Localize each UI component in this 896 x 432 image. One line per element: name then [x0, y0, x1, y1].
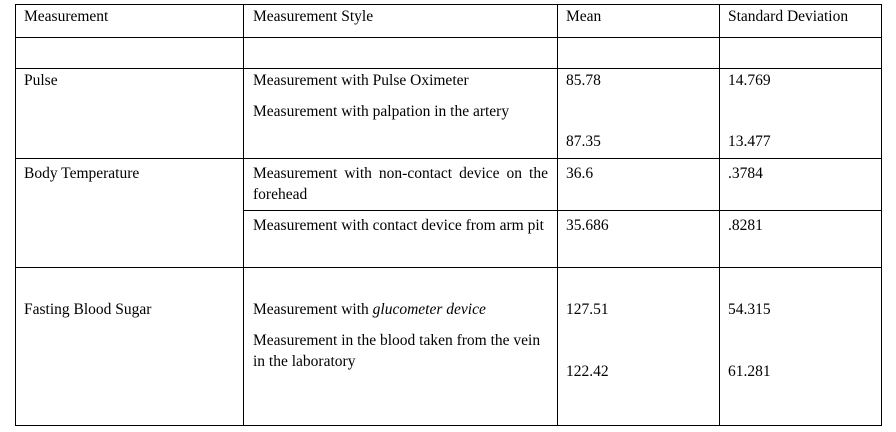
- temperature-sd-armpit: .8281: [728, 217, 763, 234]
- header-standard-deviation: Standard Deviation: [728, 8, 849, 25]
- table-rule: [557, 4, 558, 426]
- table-rule: [719, 4, 720, 426]
- table-rule: [15, 4, 882, 5]
- header-measurement: Measurement: [24, 8, 109, 25]
- pulse-measurement: Pulse: [24, 72, 58, 89]
- pulse-sd-oximeter: 14.769: [728, 72, 771, 89]
- table-rule: [243, 4, 244, 426]
- table-rule: [881, 4, 882, 426]
- blood-sugar-mean-laboratory: 122.42: [566, 363, 609, 380]
- pulse-style-palpation: Measurement with palpation in the artery: [253, 103, 510, 120]
- blood-sugar-mean-glucometer: 127.51: [566, 301, 609, 318]
- blood-sugar-style-laboratory: Measurement in the blood taken from the vein in the laboratory: [253, 332, 541, 370]
- temperature-mean-armpit: 35.686: [566, 217, 609, 234]
- blood-sugar-measurement: Fasting Blood Sugar: [24, 301, 152, 318]
- blood-sugar-style-glucometer-italic: glucometer device: [372, 301, 486, 318]
- header-mean: Mean: [566, 8, 602, 25]
- table-rule: [15, 158, 882, 159]
- pulse-mean-palpation: 87.35: [566, 133, 601, 150]
- temperature-sd-forehead: .3784: [728, 165, 763, 182]
- table-rule: [15, 425, 882, 426]
- table-rule: [15, 267, 882, 268]
- pulse-style-oximeter: Measurement with Pulse Oximeter: [253, 72, 469, 89]
- blood-sugar-style-glucometer-prefix: Measurement with: [253, 301, 373, 318]
- table-rule: [15, 37, 882, 38]
- temperature-style-forehead: Measurement with non-contact device on the forehead: [253, 165, 548, 203]
- table-rule: [15, 4, 16, 426]
- blood-sugar-sd-glucometer: 54.315: [728, 301, 771, 318]
- temperature-measurement: Body Temperature: [24, 165, 140, 182]
- pulse-sd-palpation: 13.477: [728, 133, 771, 150]
- temperature-mean-forehead: 36.6: [566, 165, 594, 182]
- header-measurement-style: Measurement Style: [253, 8, 374, 25]
- table-rule: [243, 210, 882, 211]
- pulse-mean-oximeter: 85.78: [566, 72, 601, 89]
- blood-sugar-sd-laboratory: 61.281: [728, 363, 771, 380]
- blood-sugar-style-glucometer: [253, 299, 486, 320]
- table-rule: [15, 68, 882, 69]
- temperature-style-armpit: Measurement with contact device from arm pit: [253, 217, 544, 234]
